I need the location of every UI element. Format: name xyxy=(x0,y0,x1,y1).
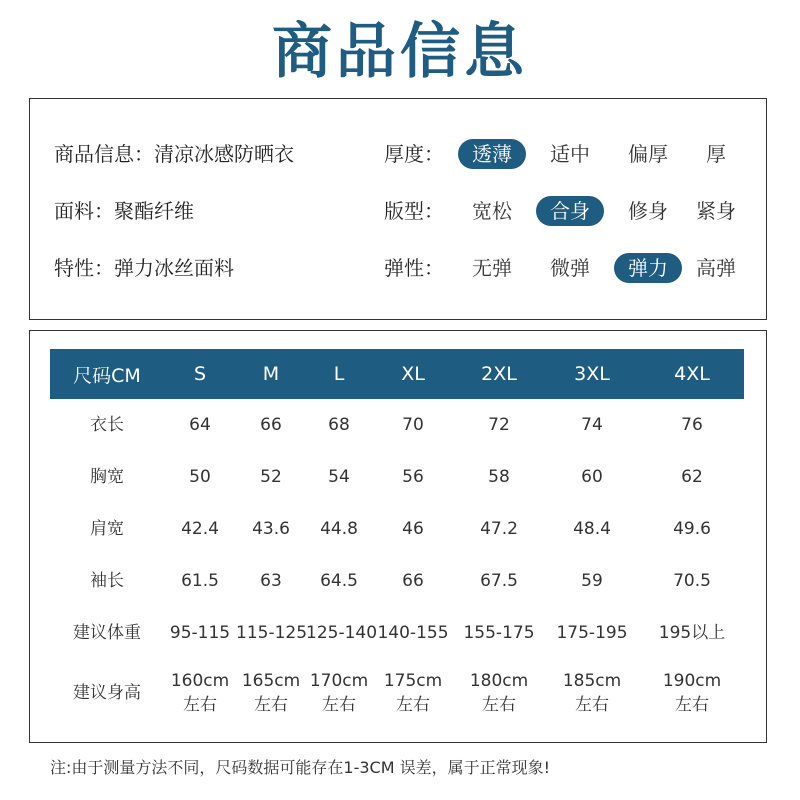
fabric-info: 面料：聚酯纤维 xyxy=(54,199,194,223)
thickness-label: 厚度： xyxy=(384,142,444,166)
height-suffix: 左右 xyxy=(575,695,609,715)
fit-option: 紧身 xyxy=(696,199,736,223)
header-cell: 3XL xyxy=(544,349,640,399)
thickness-option: 偏厚 xyxy=(628,142,668,166)
info-row-thickness xyxy=(30,137,766,171)
height-value: 190cm xyxy=(662,671,722,691)
table-row xyxy=(50,607,744,659)
feature-info: 特性：弹力冰丝面料 xyxy=(54,256,234,280)
table-cell xyxy=(164,659,236,727)
row-label: 肩宽 xyxy=(90,519,124,539)
thickness-option: 厚 xyxy=(706,142,726,166)
info-row-fit xyxy=(30,194,766,228)
elasticity-option: 高弹 xyxy=(696,256,736,280)
table-cell: 54 xyxy=(328,467,350,487)
table-cell: 64 xyxy=(189,415,211,435)
row-label: 胸宽 xyxy=(90,467,124,487)
table-row xyxy=(50,503,744,555)
table-cell: 195以上 xyxy=(658,623,726,643)
header-cell: 尺码CM xyxy=(50,349,164,399)
page-title: 商品信息 xyxy=(272,17,528,87)
height-suffix: 左右 xyxy=(675,695,709,715)
header-cell: 4XL xyxy=(640,349,744,399)
height-value: 180cm xyxy=(469,671,529,691)
size-table-header xyxy=(50,349,744,399)
table-cell: 70 xyxy=(402,415,424,435)
height-value: 185cm xyxy=(562,671,622,691)
table-cell: 140-155 xyxy=(377,623,449,643)
row-label: 衣长 xyxy=(90,415,124,435)
row-label: 建议体重 xyxy=(73,623,141,643)
height-suffix: 左右 xyxy=(322,695,356,715)
table-cell: 59 xyxy=(581,571,603,591)
table-cell: 47.2 xyxy=(480,519,518,539)
height-value: 175cm xyxy=(383,671,443,691)
table-cell: 63 xyxy=(260,571,282,591)
table-cell: 64.5 xyxy=(320,571,358,591)
table-cell: 67.5 xyxy=(480,571,518,591)
table-cell: 95-115 xyxy=(169,623,231,643)
info-row-elasticity xyxy=(30,251,766,285)
height-suffix: 左右 xyxy=(183,695,217,715)
table-cell: 66 xyxy=(402,571,424,591)
table-row xyxy=(50,451,744,503)
table-cell: 72 xyxy=(488,415,510,435)
table-cell: 62 xyxy=(681,467,703,487)
table-cell: 115-125 xyxy=(236,623,308,643)
table-row xyxy=(50,659,744,727)
table-cell: 68 xyxy=(328,415,350,435)
table-cell xyxy=(236,659,306,727)
height-value: 165cm xyxy=(241,671,301,691)
height-suffix: 左右 xyxy=(254,695,288,715)
table-row xyxy=(50,399,744,451)
table-cell: 66 xyxy=(260,415,282,435)
table-cell xyxy=(544,659,640,727)
height-suffix: 左右 xyxy=(396,695,430,715)
elasticity-label: 弹性： xyxy=(384,256,444,280)
table-cell: 56 xyxy=(402,467,424,487)
product-name: 商品信息：清凉冰感防晒衣 xyxy=(54,142,294,166)
header-cell: S xyxy=(164,349,236,399)
table-cell: 48.4 xyxy=(573,519,611,539)
row-label: 袖长 xyxy=(90,571,124,591)
thickness-option: 透薄 xyxy=(458,139,526,169)
table-cell xyxy=(306,659,372,727)
table-cell: 76 xyxy=(681,415,703,435)
table-cell: 60 xyxy=(581,467,603,487)
height-value: 160cm xyxy=(170,671,230,691)
header-cell: XL xyxy=(372,349,454,399)
header-cell: 2XL xyxy=(454,349,544,399)
table-cell: 175-195 xyxy=(556,623,628,643)
table-row xyxy=(50,555,744,607)
table-cell: 42.4 xyxy=(181,519,219,539)
table-cell xyxy=(454,659,544,727)
thickness-option: 适中 xyxy=(550,142,590,166)
table-cell: 50 xyxy=(189,467,211,487)
fit-option: 修身 xyxy=(628,199,668,223)
table-cell: 61.5 xyxy=(181,571,219,591)
table-cell: 70.5 xyxy=(673,571,711,591)
measurement-note: 注:由于测量方法不同，尺码数据可能存在1-3CM 误差，属于正常现象! xyxy=(50,758,551,777)
row-label: 建议身高 xyxy=(73,683,141,703)
table-cell: 155-175 xyxy=(463,623,535,643)
table-cell: 125-140 xyxy=(306,623,378,643)
table-cell: 43.6 xyxy=(252,519,290,539)
table-cell: 49.6 xyxy=(673,519,711,539)
product-info-panel xyxy=(29,98,767,320)
table-cell: 46 xyxy=(402,519,424,539)
table-cell: 44.8 xyxy=(320,519,358,539)
fit-label: 版型： xyxy=(384,199,444,223)
size-chart-panel xyxy=(29,330,767,743)
table-cell: 58 xyxy=(488,467,510,487)
table-cell xyxy=(640,659,744,727)
elasticity-option: 弹力 xyxy=(614,253,682,283)
height-suffix: 左右 xyxy=(482,695,516,715)
fit-option: 宽松 xyxy=(472,199,512,223)
fit-option: 合身 xyxy=(536,196,604,226)
table-cell xyxy=(372,659,454,727)
header-cell: L xyxy=(306,349,372,399)
elasticity-option: 无弹 xyxy=(472,256,512,280)
table-cell: 52 xyxy=(260,467,282,487)
elasticity-option: 微弹 xyxy=(550,256,590,280)
height-value: 170cm xyxy=(309,671,369,691)
size-table xyxy=(50,349,744,727)
table-cell: 74 xyxy=(581,415,603,435)
header-cell: M xyxy=(236,349,306,399)
